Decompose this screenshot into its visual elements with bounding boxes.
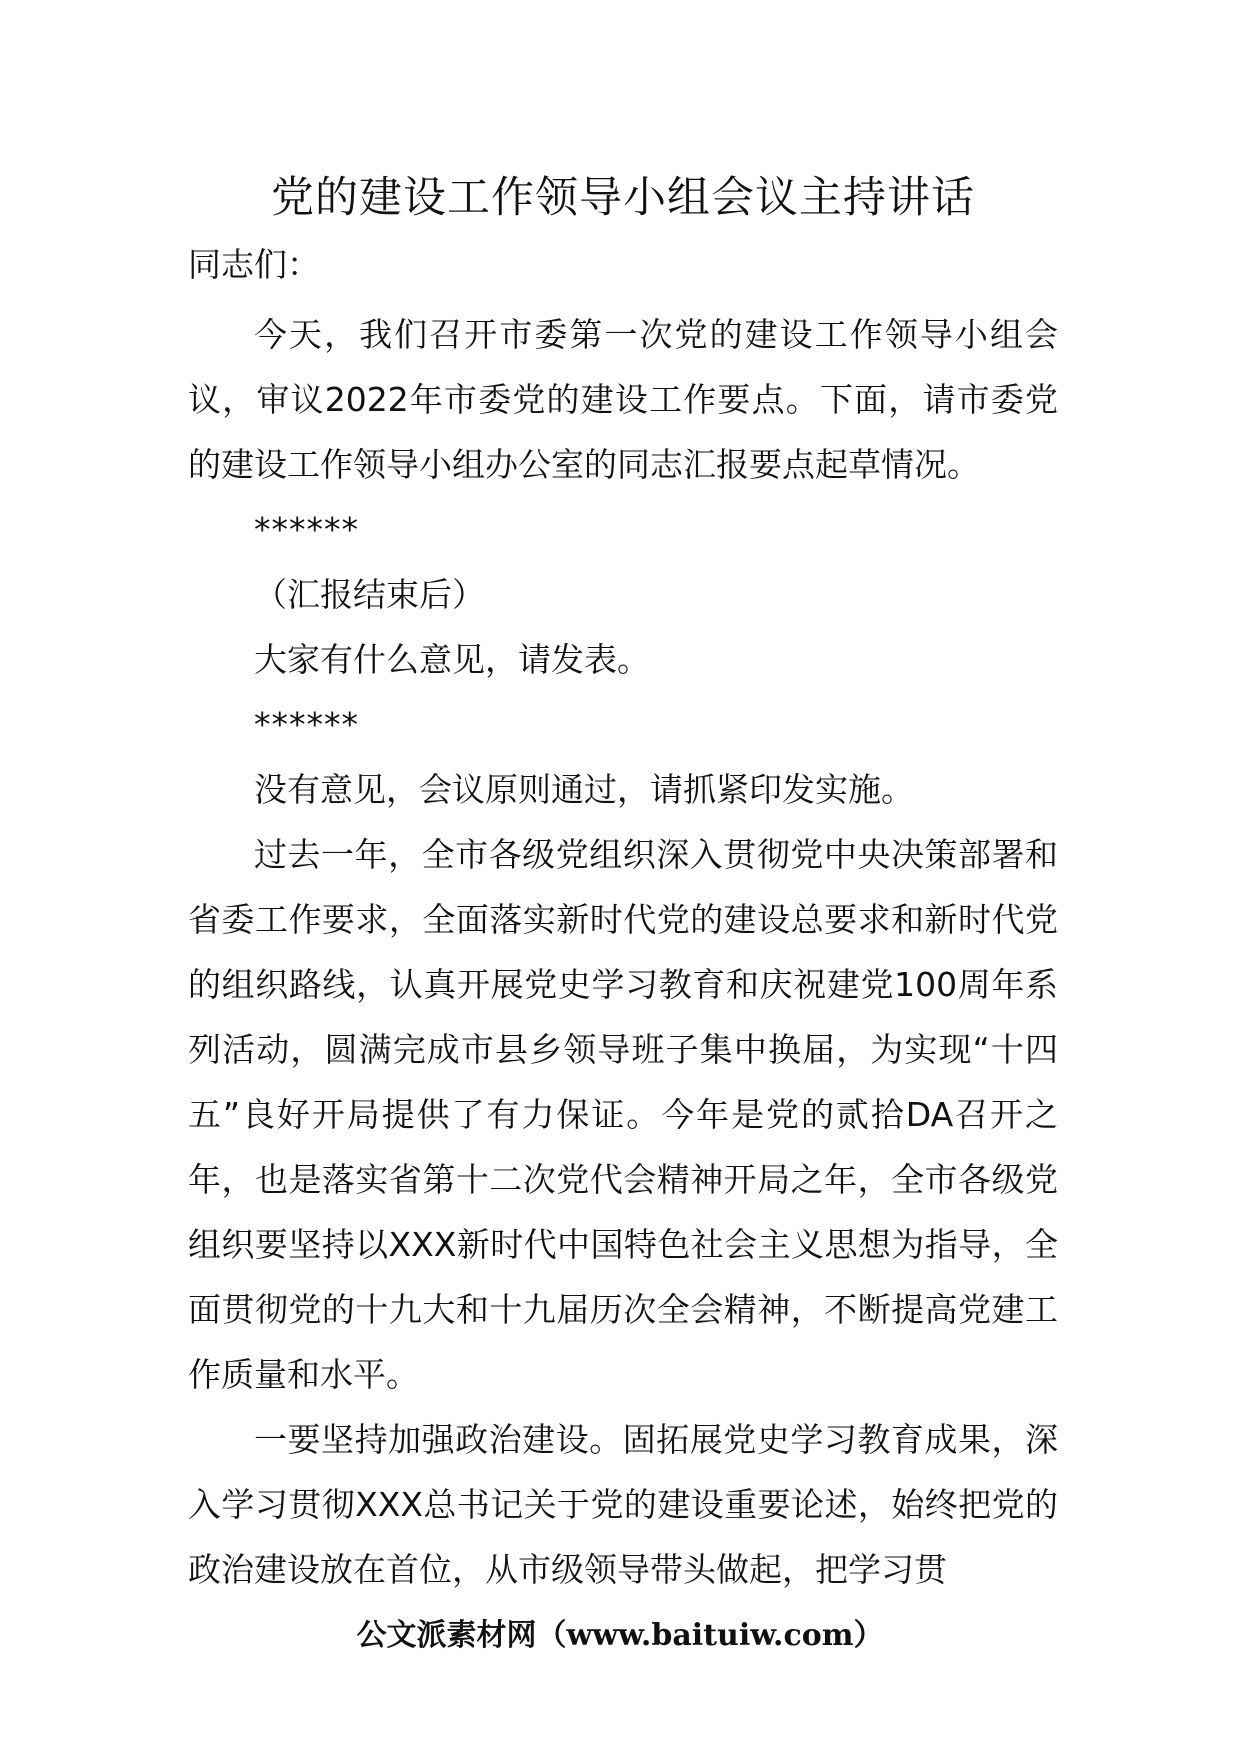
paragraph-invite-opinions: 大家有什么意见，请发表。 [254,640,650,679]
separator-stars: ****** [254,510,359,549]
document-title: 党的建设工作领导小组会议主持讲话 [271,173,975,223]
document-body [188,160,1058,1602]
paragraph-opening: 今天，我们召开市委第一次党的建设工作领导小组会议，审议2022年市委党的建设工作要点。下面，请市委党的建设工作领导小组办公室的同志汇报要点起草情况。 [188,315,1058,484]
salutation: 同志们： [188,245,320,284]
footer-watermark: 公文派素材网（www.baituiw.com） [356,1618,884,1653]
separator-stars: ****** [254,705,359,744]
paragraph-approval: 没有意见，会议原则通过，请抓紧印发实施。 [254,770,914,809]
paragraph-after-report: （汇报结束后） [254,575,485,614]
paragraph-political-construction: 一要坚持加强政治建设。固拓展党史学习教育成果，深入学习贯彻XXX总书记关于党的建设重要论述，始终把党的政治建设放在首位，从市级领导带头做起，把学习贯 [188,1420,1058,1589]
paragraph-past-year: 过去一年，全市各级党组织深入贯彻党中央决策部署和省委工作要求，全面落实新时代党的建设总要求和新时代党的组织路线，认真开展党史学习教育和庆祝建党100周年系列活动，圆满完成市县乡领导班子集中换届，为实现“十四五”良好开局提供了有力保证。今年是党的贰拾DA召开之年，也是落实省第十二次党代会精神开局之年，全市各级党组织要坚持以XXX新时代中国特色社会主义思想为指导，全面贯彻党的十九大和十九届历次全会精神，不断提高党建工作质量和水平。 [188,835,1058,1394]
